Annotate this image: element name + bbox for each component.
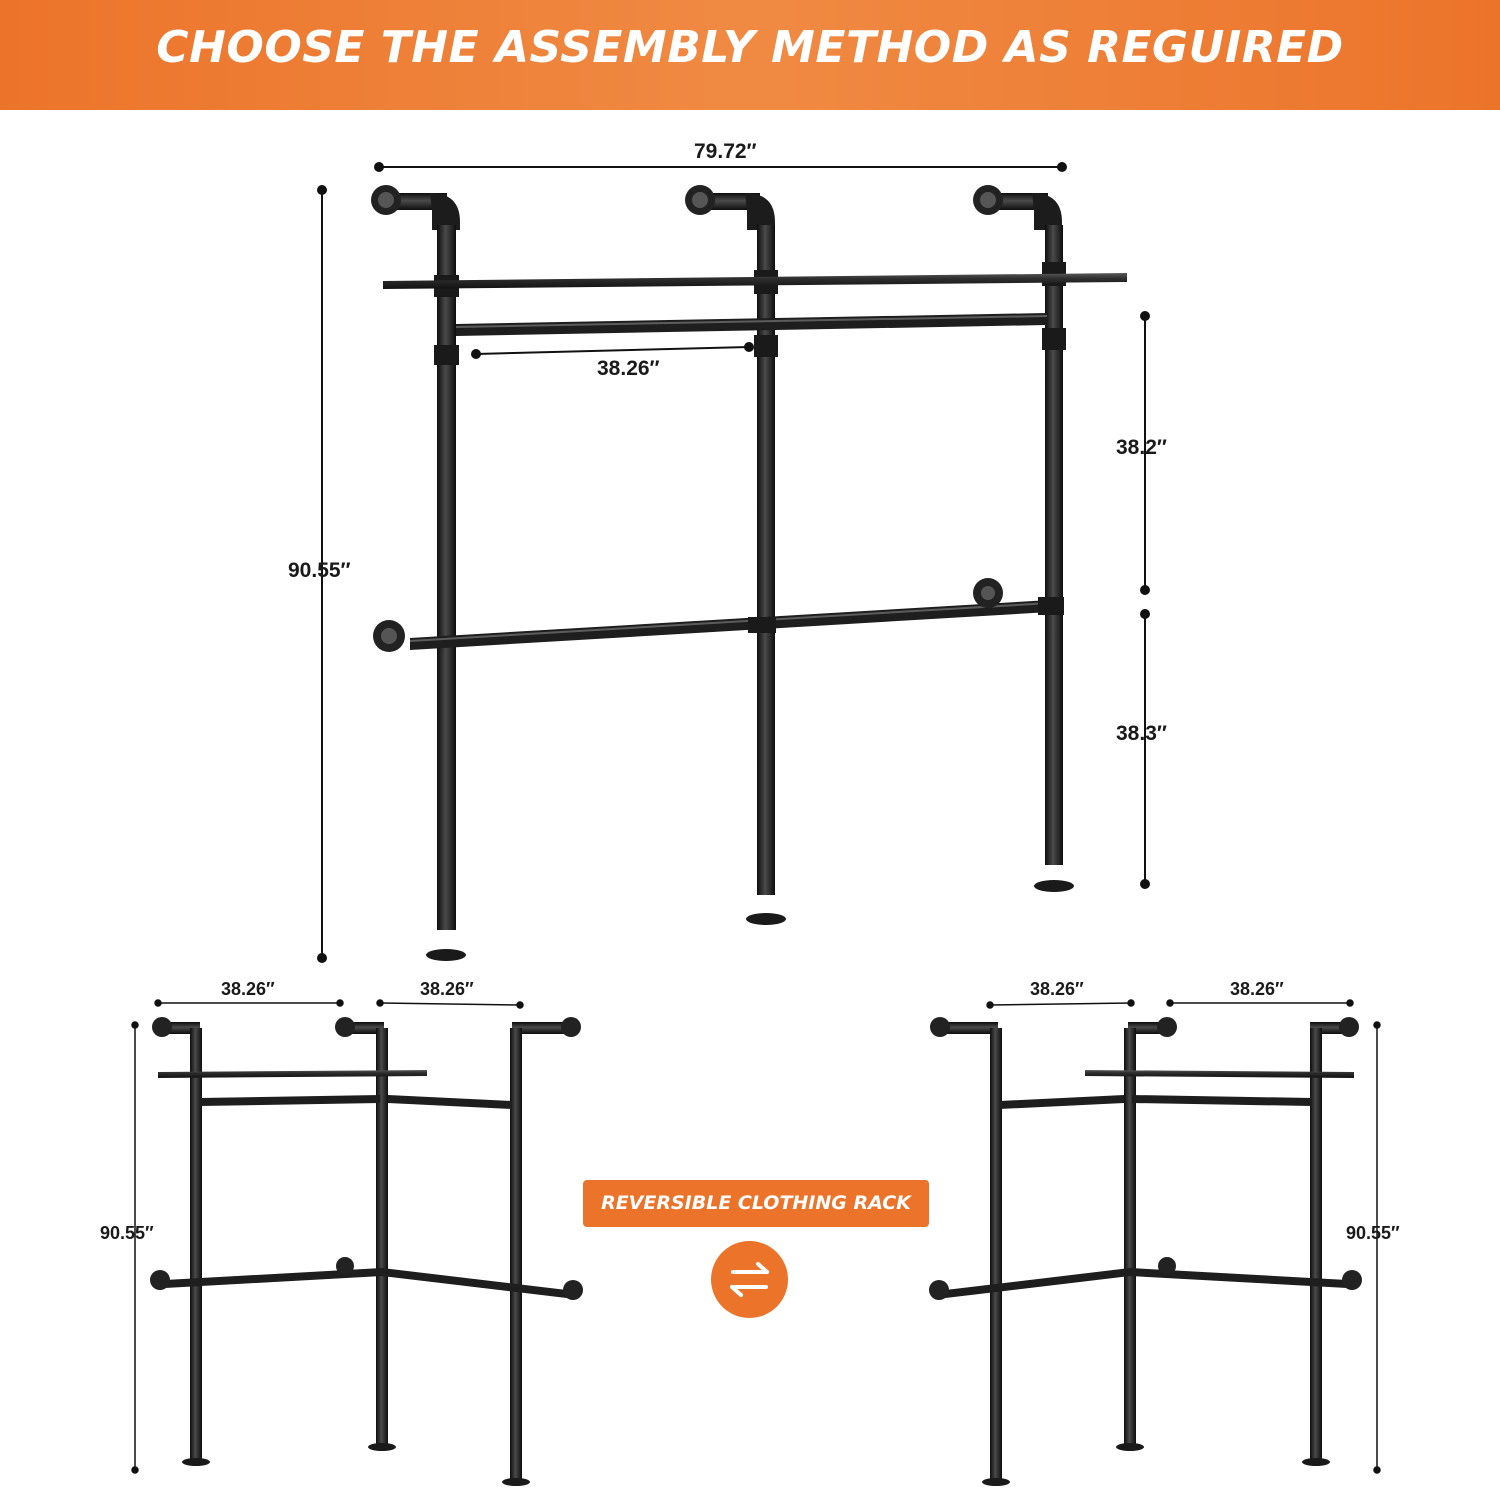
right-corner-rack	[929, 1000, 1380, 1486]
banner-title: CHOOSE THE ASSEMBLY METHOD AS REGUIRED	[156, 22, 1344, 73]
reversible-rack-badge: REVERSIBLE CLOTHING RACK	[583, 1180, 929, 1227]
right-rack-width-b-label: 38.26″	[1230, 979, 1284, 999]
swap-arrows-icon	[711, 1241, 788, 1318]
upper-section-label: 38.2″	[1116, 436, 1167, 459]
main-width-label: 79.72″	[694, 140, 757, 163]
main-width-dimension-line	[375, 163, 1066, 171]
right-rack-height-label: 90.55″	[1346, 1223, 1400, 1243]
lower-section-label: 38.3″	[1116, 722, 1167, 745]
top-wall-mounts	[371, 185, 1062, 230]
lower-hanging-rail	[373, 578, 1064, 652]
left-rack-height-label: 90.55″	[100, 1223, 154, 1243]
right-rack-width-a-label: 38.26″	[1030, 979, 1084, 999]
main-rack	[318, 163, 1149, 962]
left-rack-width-a-label: 38.26″	[221, 979, 275, 999]
main-height-label: 90.55″	[288, 559, 351, 582]
lower-section-dimension-line	[1141, 610, 1149, 888]
left-corner-rack	[132, 1000, 583, 1486]
bay-width-label: 38.26″	[597, 357, 660, 380]
left-rack-width-b-label: 38.26″	[420, 979, 474, 999]
upper-hanging-rail	[456, 313, 1047, 336]
bay-width-dimension-line	[472, 343, 753, 358]
